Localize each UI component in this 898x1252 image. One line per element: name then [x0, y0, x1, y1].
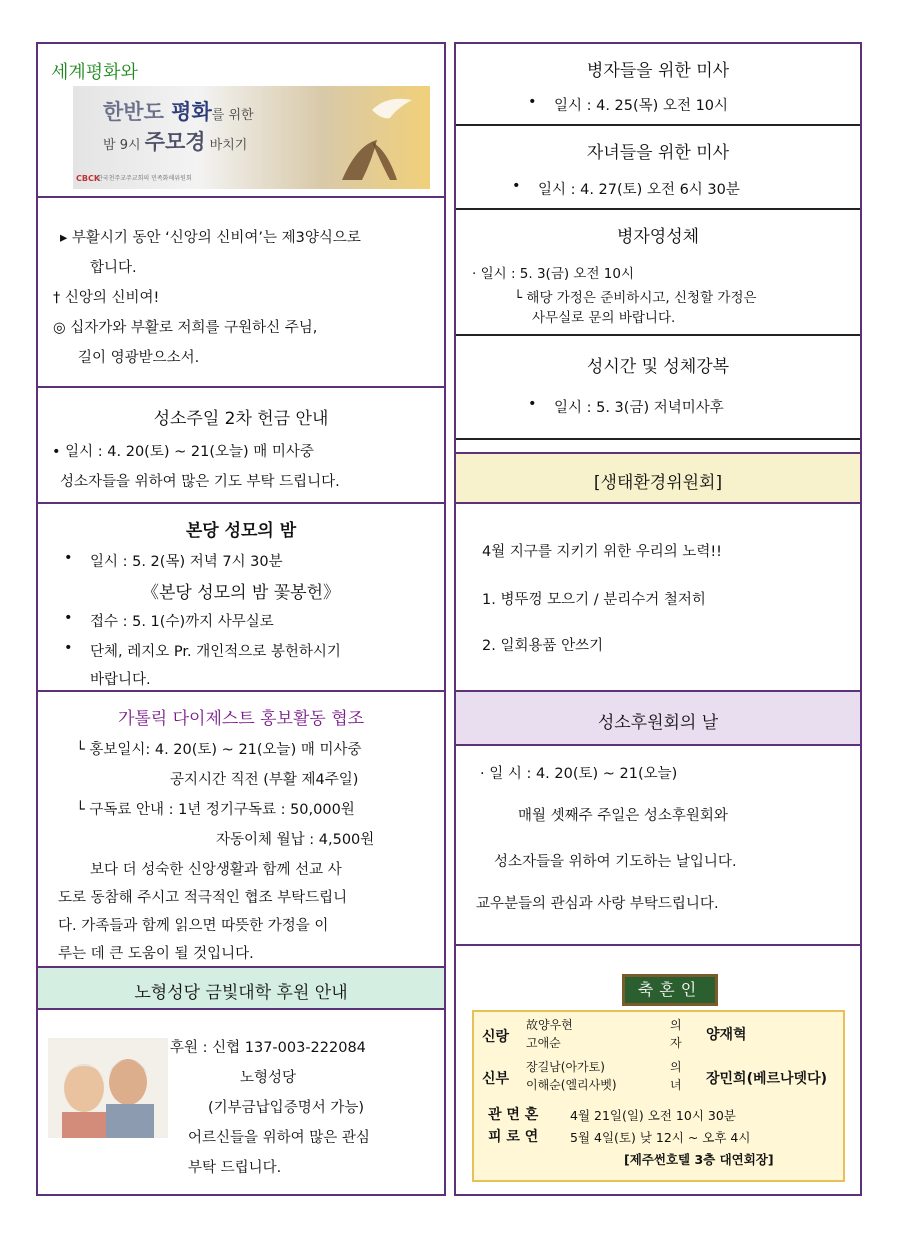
sick-mass-title: 병자들을 위한 미사: [586, 61, 730, 81]
sick-communion-section: [456, 210, 860, 336]
mary-line3: 단체, 레지오 Pr. 개인적으로 봉헌하시기: [90, 644, 341, 660]
sick-communion-line2: └ 해당 가정은 준비하시고, 신청할 가정은: [514, 290, 757, 306]
seminary-line1: • 일시 : 4. 20(토) ~ 21(오늘) 매 미사중: [52, 444, 314, 460]
holy-hour-title: 성시간 및 성체강복: [586, 357, 730, 377]
easter-line4: ◎ 십자가와 부활로 저희를 구원하신 주님,: [53, 320, 318, 336]
peace-heading: 세계평화와: [51, 62, 138, 83]
sick-mass-line: 일시 : 4. 25(목) 오전 10시: [554, 98, 729, 114]
children-mass-line: 일시 : 4. 27(토) 오전 6시 30분: [538, 182, 740, 198]
digest-line8: 루는 데 큰 도움이 될 것입니다.: [58, 946, 254, 962]
bride-name: 장민희(베르나뎃다): [706, 1071, 827, 1087]
holy-hour-line: 일시 : 5. 3(금) 저녁미사후: [554, 400, 724, 416]
sick-communion-line1: · 일시 : 5. 3(금) 오전 10시: [472, 266, 635, 282]
eco-section: [456, 504, 860, 692]
digest-line4: 자동이체 월납 : 4,500원: [216, 832, 375, 848]
digest-line3: └ 구독료 안내 : 1년 정기구독료 : 50,000원: [76, 802, 355, 818]
ceremony-time: 4월 21일(일) 오전 10시 30분: [570, 1108, 736, 1123]
peace-section: [38, 44, 444, 198]
college-line4: 어르신들을 위하여 많은 관심: [188, 1130, 370, 1146]
mary-line2: 접수 : 5. 1(수)까지 사무실로: [90, 614, 274, 630]
reception-label: 피 로 연: [488, 1129, 539, 1145]
wedding-box: [472, 1010, 845, 1182]
seminary-line2: 성소자들을 위하여 많은 기도 부탁 드립니다.: [60, 474, 340, 490]
dove-hands-illustration: [302, 90, 422, 185]
banner-org: 한국천주교주교회의 민족화해위원회: [97, 175, 192, 182]
eco-line1: 4월 지구를 지키기 위한 우리의 노력!!: [482, 544, 722, 560]
digest-section: [38, 692, 444, 968]
spacer: [456, 440, 860, 454]
mary-title: 본당 성모의 밤: [185, 521, 297, 541]
holy-hour-section: [456, 336, 860, 440]
seminary-collection-section: [38, 388, 444, 504]
sick-communion-line3: 사무실로 문의 바랍니다.: [532, 310, 676, 326]
bride-label: 신부: [482, 1071, 510, 1087]
digest-title: 가톨릭 다이제스트 홍보활동 협조: [117, 709, 365, 729]
peace-banner-image: [73, 86, 430, 189]
easter-line5: 길이 영광받으소서.: [78, 350, 200, 366]
mary-line4: 바랍니다.: [90, 672, 151, 688]
mary-subtitle: 《본당 성모의 밤 꽃봉헌》: [141, 583, 340, 603]
easter-line3: † 신앙의 신비여!: [53, 290, 160, 306]
college-line5: 부탁 드립니다.: [188, 1160, 282, 1176]
digest-line1: └ 홍보일시: 4. 20(토) ~ 21(오늘) 매 미사중: [76, 742, 362, 758]
easter-section: [38, 198, 444, 388]
groom-rel2: 자: [670, 1036, 682, 1050]
bride-parent2: 이해순(엘리사벳): [526, 1078, 617, 1092]
cbck-logo: CBCK: [76, 174, 101, 183]
digest-line5: 보다 더 성숙한 신앙생활과 함께 선교 사: [90, 862, 342, 878]
vocation-support-header: [456, 692, 860, 746]
reception-time: 5월 4일(토) 낮 12시 ~ 오후 4시: [570, 1130, 751, 1145]
sick-mass-section: [456, 44, 860, 126]
vocation-line4: 교우분들의 관심과 사랑 부탁드립니다.: [476, 896, 719, 912]
college-section: [38, 1010, 444, 1196]
wedding-heading: 축혼인: [622, 974, 718, 1006]
reception-venue: [제주썬호텔 3층 대연회장]: [624, 1152, 774, 1167]
vocation-line1: · 일 시 : 4. 20(토) ~ 21(오늘): [480, 766, 678, 782]
college-line2: 노형성당: [240, 1070, 297, 1086]
sick-communion-title: 병자영성체: [616, 227, 700, 247]
vocation-support-section: [456, 746, 860, 946]
groom-rel1: 의: [670, 1018, 682, 1032]
eco-header: [456, 454, 860, 504]
left-column: [36, 42, 446, 1196]
seniors-photo: [48, 1038, 168, 1138]
easter-line1: ▸ 부활시기 동안 ‘신앙의 신비여’는 제3양식으로: [60, 230, 361, 246]
groom-parent2: 고애순: [526, 1036, 561, 1050]
eco-title: [생태환경위원회]: [593, 473, 723, 493]
right-column: [454, 42, 862, 1196]
banner-line2: 밤 9시 주모경 바치기: [103, 130, 248, 154]
bride-rel2: 녀: [670, 1078, 682, 1092]
digest-line2: 공지시간 직전 (부활 제4주일): [170, 772, 359, 788]
eco-line3: 2. 일회용품 안쓰기: [482, 638, 604, 654]
college-line1: 후원 : 신협 137-003-222084: [170, 1040, 366, 1056]
seminary-title: 성소주일 2차 헌금 안내: [153, 409, 329, 429]
groom-label: 신랑: [482, 1029, 510, 1045]
digest-line6: 도로 동참해 주시고 적극적인 협조 부탁드립니: [58, 890, 348, 906]
bride-parent1: 장길남(아가토): [526, 1060, 605, 1074]
vocation-support-title: 성소후원회의 날: [597, 713, 719, 733]
college-line3: (기부금납입증명서 가능): [208, 1100, 364, 1116]
vocation-line3: 성소자들을 위하여 기도하는 날입니다.: [494, 854, 737, 870]
mary-line1: 일시 : 5. 2(목) 저녁 7시 30분: [90, 554, 283, 570]
groom-parent1: 故양우현: [526, 1018, 573, 1032]
vocation-line2: 매월 셋째주 주일은 성소후원회와: [518, 808, 728, 824]
college-title: 노형성당 금빛대학 후원 안내: [134, 983, 348, 1003]
eco-line2: 1. 병뚜껑 모으기 / 분리수거 철저히: [482, 592, 706, 608]
groom-name: 양재혁: [706, 1027, 747, 1043]
bride-rel1: 의: [670, 1060, 682, 1074]
college-header: [38, 968, 444, 1010]
easter-line2: 합니다.: [90, 260, 137, 276]
digest-line7: 다. 가족들과 함께 읽으면 따뜻한 가정을 이: [58, 918, 329, 934]
children-mass-section: [456, 126, 860, 210]
mary-night-section: [38, 504, 444, 692]
ceremony-label: 관 면 혼: [488, 1107, 539, 1123]
banner-line1: 한반도 평화를 위한: [103, 100, 254, 124]
children-mass-title: 자녀들을 위한 미사: [586, 143, 730, 163]
